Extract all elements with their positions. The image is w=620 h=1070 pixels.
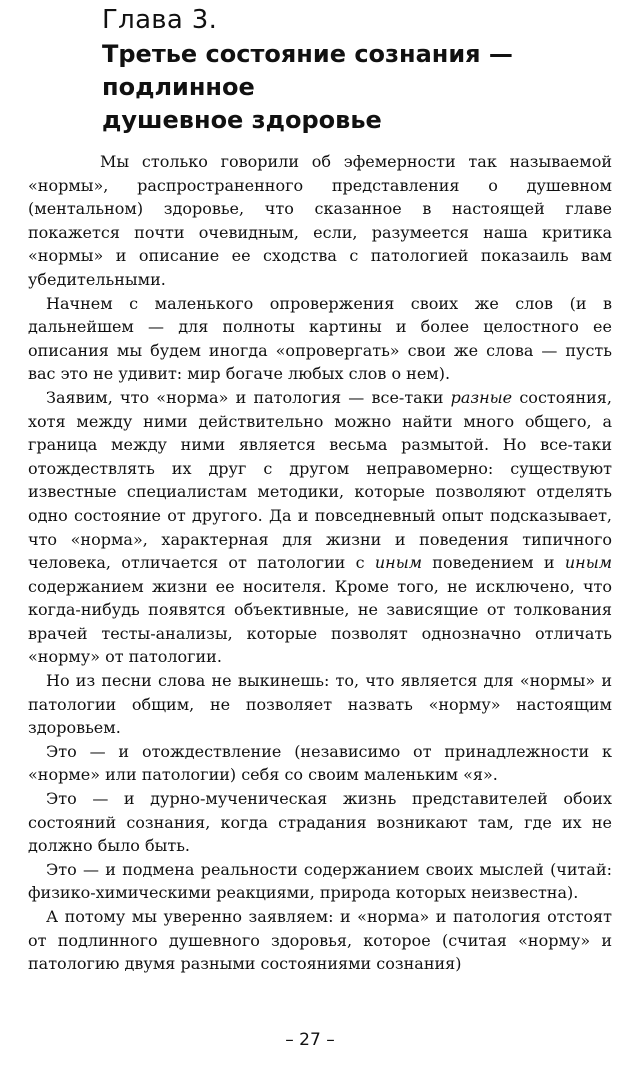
paragraph-3	[28, 386, 612, 669]
paragraph-2: Начнем с маленького опровержения своих же слов (и в дальнейшем — для полноты картины и более целостного ее описания мы будем иногда «опровергать» свои же слова — пусть вас это не удивит: мир богаче любых слов о нем).	[28, 293, 612, 384]
chapter-title-line-1: Третье состояние сознания — подлинное	[102, 40, 513, 101]
paragraph-3-part-4: содержанием жизни ее носителя. Кроме того, не исключено, что когда-нибудь появятся объективные, не зависящие от толкования врачей тесты-анализы, которые позволят однозначно отличать «норму» от патологии.	[28, 576, 612, 667]
page-number: – 27 –	[285, 1030, 335, 1050]
emphasis-other-2: иным	[564, 553, 612, 573]
paragraph-3-part-2: состояния, хотя между ними действительно можно найти много общего, а граница между ними является весьма размытой. Но все-таки отождествлять их друг с другом неправомерно: существуют известные специалистам методики, которые позволяют отделять одно состояние от другого. Да и повседневный опыт подсказывает, что «норма», характерная для жизни и поведения типичного человека, отличается от патологии с	[28, 387, 612, 573]
paragraph-1: Мы столько говорили об эфемерности так называемой «нормы», распространенного представления о душевном (ментальном) здоровье, что сказанное в настоящей главе покажется почти очевидным, если, разумеется наша критика «нормы» и описание ее сходства с патологией показаиль вам убедительными.	[28, 152, 612, 289]
body-text	[28, 150, 612, 976]
chapter-title	[102, 38, 610, 137]
paragraph-3-part-3: поведением и	[421, 553, 565, 573]
emphasis-different: разные	[450, 387, 513, 407]
paragraph-7: Это — и подмена реальности содержанием своих мыслей (читай: физико-химическими реакциями, природа которых неизвестна).	[28, 859, 612, 903]
paragraph-6: Это — и дурно-мученическая жизнь представителей обоих состояний сознания, когда страдания возникают там, где их не должно было быть.	[28, 789, 612, 856]
paragraph-3-part-1: Заявим, что «норма» и патология — все-таки	[46, 387, 451, 407]
chapter-heading	[102, 2, 610, 137]
emphasis-other-1: иным	[374, 553, 422, 573]
paragraph-4: Но из песни слова не выкинешь: то, что является для «нормы» и патологии общим, не позволяет назвать «норму» настоящим здоровьем.	[28, 671, 612, 738]
chapter-title-line-2: душевное здоровье	[102, 106, 382, 134]
chapter-number: Глава 3.	[102, 5, 218, 35]
paragraph-8: А потому мы уверенно заявляем: и «норма» и патология отстоят от подлинного душевного здоровья, которое (считая «норму» и патологию двумя разными состояниями сознания)	[28, 907, 612, 974]
paragraph-5: Это — и отождествление (независимо от принадлежности к «норме» или патологии) себя со своим маленьким «я».	[28, 741, 612, 785]
